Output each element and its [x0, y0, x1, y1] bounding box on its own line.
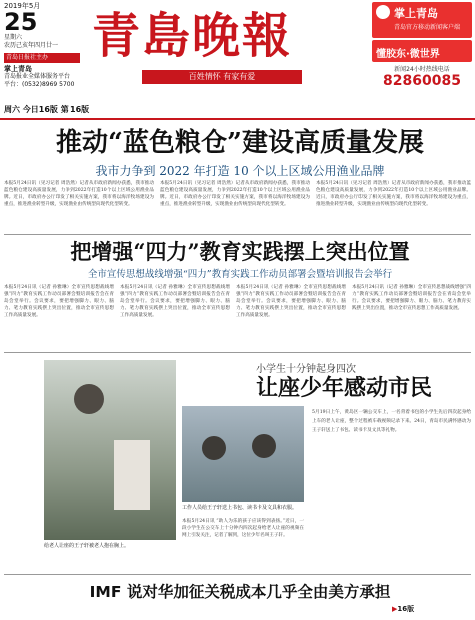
hotline-caption: 新闻24小时热线电话 — [394, 66, 450, 73]
platform-phone: 平台：(0532)8969 5700 — [4, 81, 75, 88]
photo2-figure-head — [202, 436, 226, 460]
story2-headline: 把增强“四力”教育实践摆上突出位置 — [70, 239, 410, 264]
photo-figure-head — [74, 384, 104, 414]
app-name-left: 掌上青岛 — [4, 65, 32, 73]
page-count: 16版 — [70, 105, 90, 114]
story4-headline[interactable]: IMF 说对华加征关税成本几乎全由美方承担 — [89, 583, 391, 601]
sponsor-label: 青岛日报社主办 — [4, 53, 80, 63]
section-divider-2 — [4, 352, 471, 353]
app-logo-icon — [376, 5, 390, 19]
motto-banner: 百姓情怀 有家有爱 — [142, 70, 302, 84]
story1-subhead: 我市力争到 2022 年打造 10 个以上区域公用渔业品牌 — [95, 164, 385, 178]
date-block — [4, 2, 80, 90]
news-photo-gift — [182, 406, 304, 502]
newspaper-logo: 青島晚報 — [92, 8, 293, 64]
photo-figure-shirt — [114, 440, 150, 510]
date-day: 25 — [4, 8, 38, 36]
story1-body-col3: 本报5月24日讯（见习记者 周浩然）记者从市政府新闻办获悉，我市推动蓝色粮仓建设高质量发展，力争到2022年打造10个以上区域公用渔业品牌。近日，市政府办公厅印发了相关实施方案，我市将以海洋牧场建设为重点，推进渔业转型升级，实现渔业由传统型向现代化型转变。 — [316, 181, 471, 207]
story3-kicker: 小学生十分钟起身四次 — [256, 364, 356, 375]
platform-label: 青岛报业全媒体服务平台 — [4, 73, 71, 80]
story2-body-col4: 本报5月24日讯（记者 孙雅琳）全市宣传思想战线增强“四力”教育实践工作动员部署会暨培训报告会在青岛会堂举行。会议要求，要把增强脚力、眼力、脑力、笔力教育实践摆上突出位置，推动全市宣传思想工作高质量发展。 — [352, 285, 471, 311]
issue-info: 周六 今日16版 第 — [4, 105, 69, 114]
app-name: 掌上青岛 — [394, 7, 438, 20]
photo-caption-center: 工作人员给王子轩送上书包、读书卡及文具和衣服。 — [182, 505, 298, 511]
jump-page-label: 16版 — [397, 605, 415, 613]
story3-headline: 让座少年感动市民 — [256, 375, 433, 401]
lunar-date: 农历己亥年四月廿一 — [4, 42, 59, 49]
weekday: 星期六 — [4, 34, 23, 41]
story3-body-left: 本报5月24日讯 “助人为乐的孩子应该得到表扬。”近日，一段小学生在公交车上十分钟内四次起身给老人让座的视频在网上引发关注，记者了解到，这位少年名叫王子轩。 — [182, 519, 304, 538]
hotline-block — [372, 64, 472, 96]
section-divider-1 — [4, 234, 471, 235]
section-divider-3 — [4, 574, 471, 575]
photo-caption-left: 给老人让座的王子轩被老人抱在胸上。 — [44, 543, 130, 549]
story1-headline: 推动“蓝色粮仓”建设高质量发展 — [56, 128, 424, 158]
date-year: 2019年5月 — [4, 2, 41, 10]
app2-badge[interactable] — [372, 40, 472, 62]
news-photo-boy-with-elder — [44, 360, 176, 540]
story1-body-col1: 本报5月24日讯（见习记者 周浩然）记者从市政府新闻办获悉，我市推动蓝色粮仓建设高质量发展，力争到2022年打造10个以上区域公用渔业品牌。近日，市政府办公厅印发了相关实施方案，我市将以海洋牧场建设为重点，推进渔业转型升级，实现渔业由传统型向现代化型转变。 — [4, 181, 154, 207]
story2-body-col2: 本报5月24日讯（记者 孙雅琳）全市宣传思想战线增强“四力”教育实践工作动员部署会暨培训报告会在青岛会堂举行。会议要求，要把增强脚力、眼力、脑力、笔力教育实践摆上突出位置，推动全市宣传思想工作高质量发展。 — [120, 285, 230, 318]
story2-subhead: 全市宣传思想战线增强“四力”教育实践工作动员部署会暨培训报告会举行 — [87, 269, 393, 280]
story3-body-right: 5月19日上午，黄岛区一辆公交车上，一名背着书包的小学生先后四次起身给上车的老人让座，整个过程被车载视频记录下来。24日，青岛市民满怀感动为王子轩送上了书包、读书卡及文具等礼物。 — [312, 410, 471, 433]
story2-body-col3: 本报5月24日讯（记者 孙雅琳）全市宣传思想战线增强“四力”教育实践工作动员部署会暨培训报告会在青岛会堂举行。会议要求，要把增强脚力、眼力、脑力、笔力教育实践摆上突出位置，推动全市宣传思想工作高质量发展。 — [236, 285, 346, 318]
app2-name: 懂胶东·微世界 — [376, 49, 440, 60]
masthead-divider — [0, 118, 475, 120]
app-badge[interactable] — [372, 2, 472, 38]
jump-page-link[interactable] — [392, 604, 414, 614]
app-subtitle: 青岛官方移动新闻客户端 — [394, 24, 461, 31]
story1-body-col2: 本报5月24日讯（见习记者 周浩然）记者从市政府新闻办获悉，我市推动蓝色粮仓建设高质量发展，力争到2022年打造10个以上区域公用渔业品牌。近日，市政府办公厅印发了相关实施方案，我市将以海洋牧场建设为重点，推进渔业转型升级，实现渔业由传统型向现代化型转变。 — [160, 181, 310, 207]
story2-body-col1: 本报5月24日讯（记者 孙雅琳）全市宣传思想战线增强“四力”教育实践工作动员部署会暨培训报告会在青岛会堂举行。会议要求，要把增强脚力、眼力、脑力、笔力教育实践摆上突出位置，推动全市宣传思想工作高质量发展。 — [4, 285, 114, 318]
photo2-figure-head-2 — [252, 434, 276, 458]
hotline-number: 82860085 — [383, 73, 461, 89]
play-arrow-icon: ▶ — [392, 605, 398, 613]
